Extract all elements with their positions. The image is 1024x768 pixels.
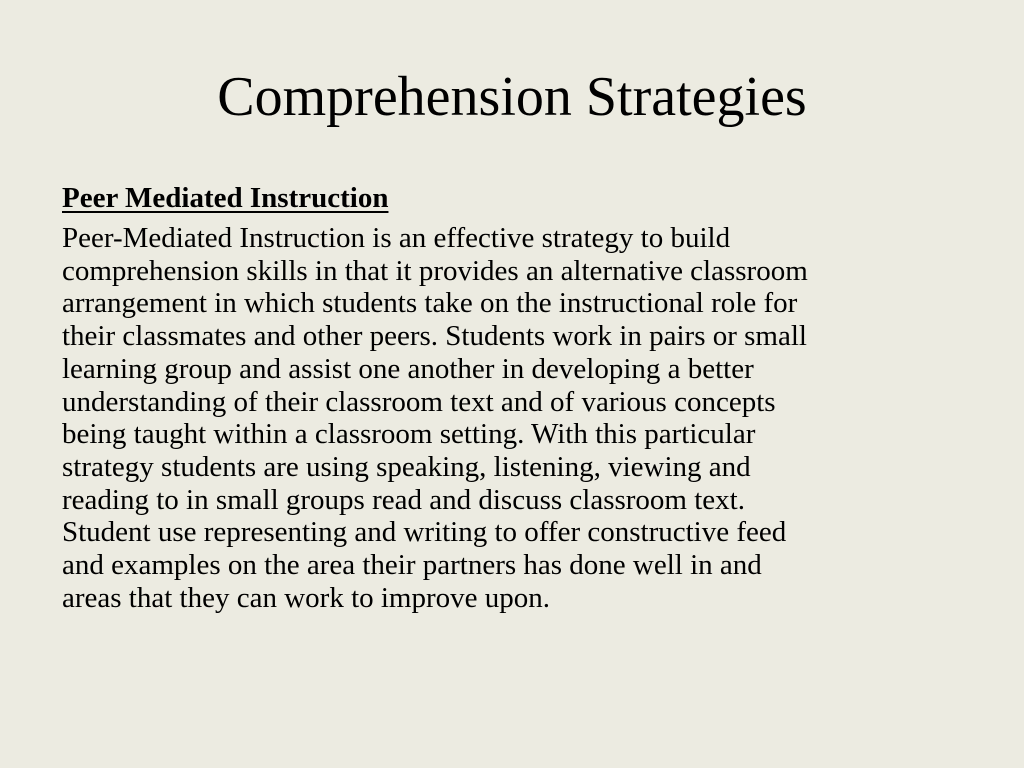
body-line: arrangement in which students take on the instructional role for (62, 287, 798, 320)
body-line: their classmates and other peers. Students work in pairs or small (62, 320, 807, 353)
slide-content (62, 180, 962, 614)
body-line: understanding of their classroom text and of various concepts (62, 385, 776, 418)
body-line: and examples on the area their partners has done well in and (62, 549, 762, 582)
body-line: Peer-Mediated Instruction is an effective strategy to build (62, 222, 731, 254)
body-line: reading to in small groups read and discuss classroom text. (62, 483, 745, 516)
body-line: comprehension skills in that it provides an alternative classroom (62, 254, 808, 287)
slide-title: Comprehension Strategies (217, 66, 807, 128)
body-line: areas that they can work to improve upon. (62, 581, 551, 614)
body-line: Student use representing and writing to offer constructive feed (62, 516, 787, 549)
body-line: learning group and assist one another in developing a better (62, 352, 754, 385)
body-line: strategy students are using speaking, listening, viewing and (62, 450, 751, 483)
body-paragraph (62, 222, 962, 614)
body-line: being taught within a classroom setting. With this particular (62, 418, 756, 451)
section-heading: Peer Mediated Instruction (62, 182, 389, 214)
